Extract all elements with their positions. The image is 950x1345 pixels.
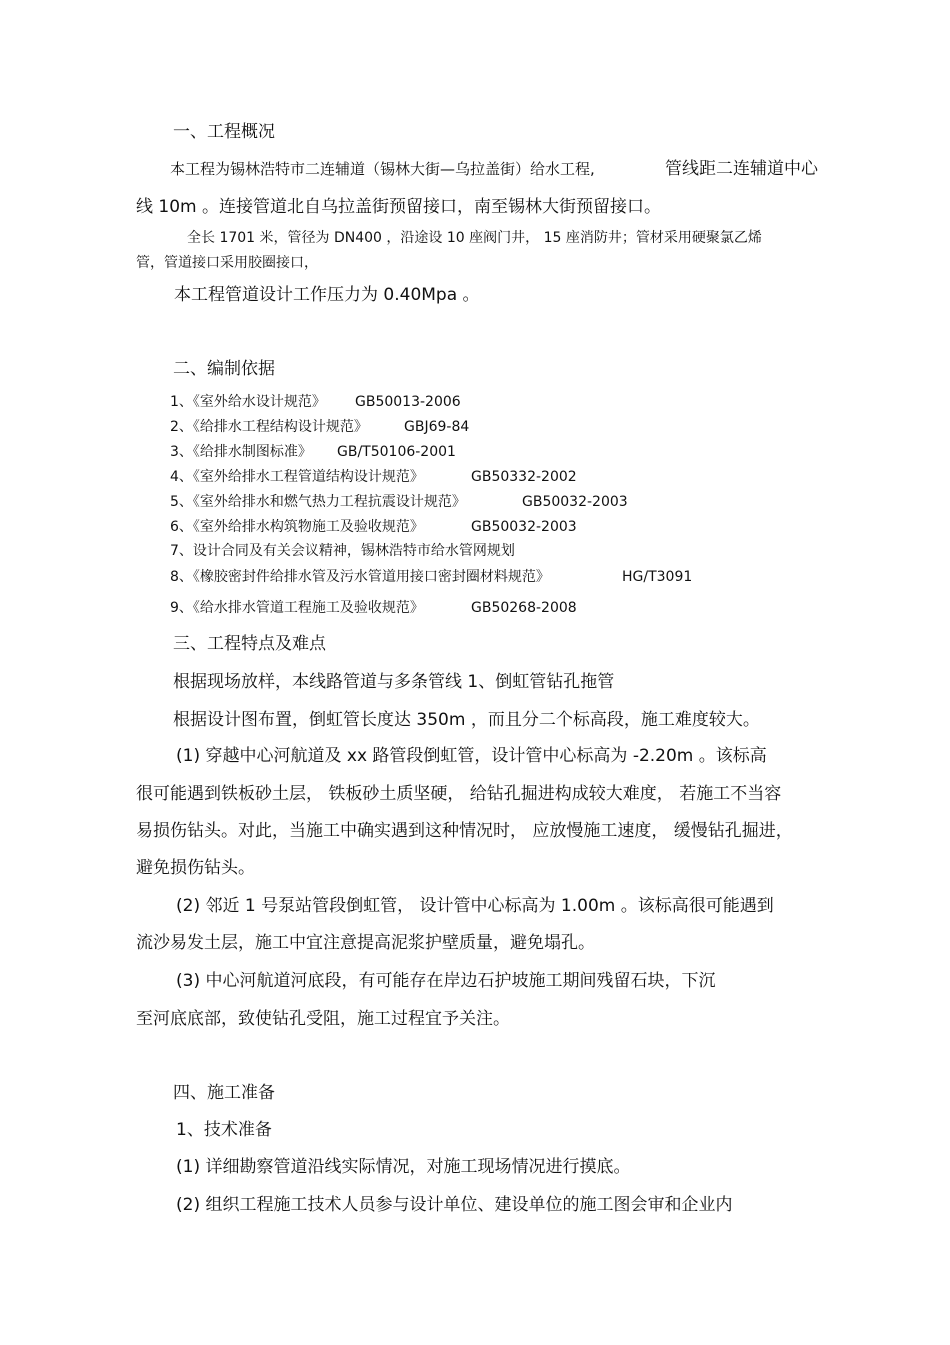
section-3-item-3a: (3) 中心河航道河底段，有可能存在岸边石护坡施工期间残留石块，下沉 [176,971,716,991]
section-1-paragraph-1c: 线 10m 。连接管道北自乌拉盖街预留接口，南至锡林大街预留接口。 [136,197,661,217]
section-1-paragraph-2b: 管，管道接口采用胶圈接口， [136,255,318,271]
reference-title: 7、设计合同及有关会议精神，锡林浩特市给水管网规划 [170,543,515,559]
reference-code: GB/T50106-2001 [337,444,456,460]
reference-code: HG/T3091 [622,569,693,585]
reference-code: GB50268-2008 [471,600,577,616]
section-3-item-1d: 避免损伤钻头。 [136,858,255,878]
reference-title: 6、《室外给排水构筑物施工及验收规范》 [170,519,424,535]
reference-code: GB50332-2002 [471,469,577,485]
reference-code: GB50013-2006 [355,394,461,410]
section-3-item-1a: (1) 穿越中心河航道及 xx 路管段倒虹管，设计管中心标高为 -2.20m 。该标高 [176,746,767,766]
reference-title: 3、《给排水制图标准》 [170,444,312,460]
section-3-line-2: 根据设计图布置，倒虹管长度达 350m ，而且分二个标高段，施工难度较大。 [173,710,760,730]
reference-code: GB50032-2003 [471,519,577,535]
section-1-paragraph-1b: 管线距二连辅道中心 [665,159,818,179]
section-1-paragraph-3: 本工程管道设计工作压力为 0.40Mpa 。 [174,285,480,305]
section-1-paragraph-1a: 本工程为锡林浩特市二连辅道（锡林大街—乌拉盖街）给水工程, [170,160,595,178]
reference-title: 2、《给排水工程结构设计规范》 [170,419,368,435]
reference-title: 5、《室外给排水和燃气热力工程抗震设计规范》 [170,494,466,510]
section-1-heading: 一、工程概况 [173,122,275,142]
reference-title: 8、《橡胶密封件给排水管及污水管道用接口密封圈材料规范》 [170,569,550,585]
reference-code: GBJ69-84 [404,419,470,435]
reference-title: 4、《室外给排水工程管道结构设计规范》 [170,469,424,485]
section-2-heading: 二、编制依据 [173,359,275,379]
section-3-heading: 三、工程特点及难点 [173,634,326,654]
section-3-item-3b: 至河底底部，致使钻孔受阻，施工过程宜予关注。 [136,1009,510,1029]
section-4-subheading: 1、技术准备 [176,1120,272,1140]
section-3-item-1c: 易损伤钻头。对此，当施工中确实遇到这种情况时， 应放慢施工速度， 缓慢钻孔掘进， [136,821,793,841]
reference-title: 1、《室外给水设计规范》 [170,394,326,410]
section-3-item-2a: (2) 邻近 1 号泵站管段倒虹管， 设计管中心标高为 1.00m 。该标高很可能遇到 [176,896,774,916]
section-3-item-1b: 很可能遇到铁板砂土层， 铁板砂土质坚硬， 给钻孔掘进构成较大难度， 若施工不当容 [136,784,782,804]
section-4-heading: 四、施工准备 [173,1083,275,1103]
reference-title: 9、《给水排水管道工程施工及验收规范》 [170,600,424,616]
section-1-paragraph-2a: 全长 1701 米，管径为 DN400 ，沿途设 10 座阀门井， 15 座消防井；管材采用硬聚氯乙烯 [187,230,762,246]
section-3-item-2b: 流沙易发土层，施工中宜注意提高泥浆护壁质量，避免塌孔。 [136,933,595,953]
section-4-item-2: (2) 组织工程施工技术人员参与设计单位、建设单位的施工图会审和企业内 [176,1195,733,1215]
section-3-line-1: 根据现场放样，本线路管道与多条管线 1、倒虹管钻孔拖管 [173,672,615,692]
section-4-item-1: (1) 详细勘察管道沿线实际情况，对施工现场情况进行摸底。 [176,1157,631,1177]
reference-code: GB50032-2003 [522,494,628,510]
